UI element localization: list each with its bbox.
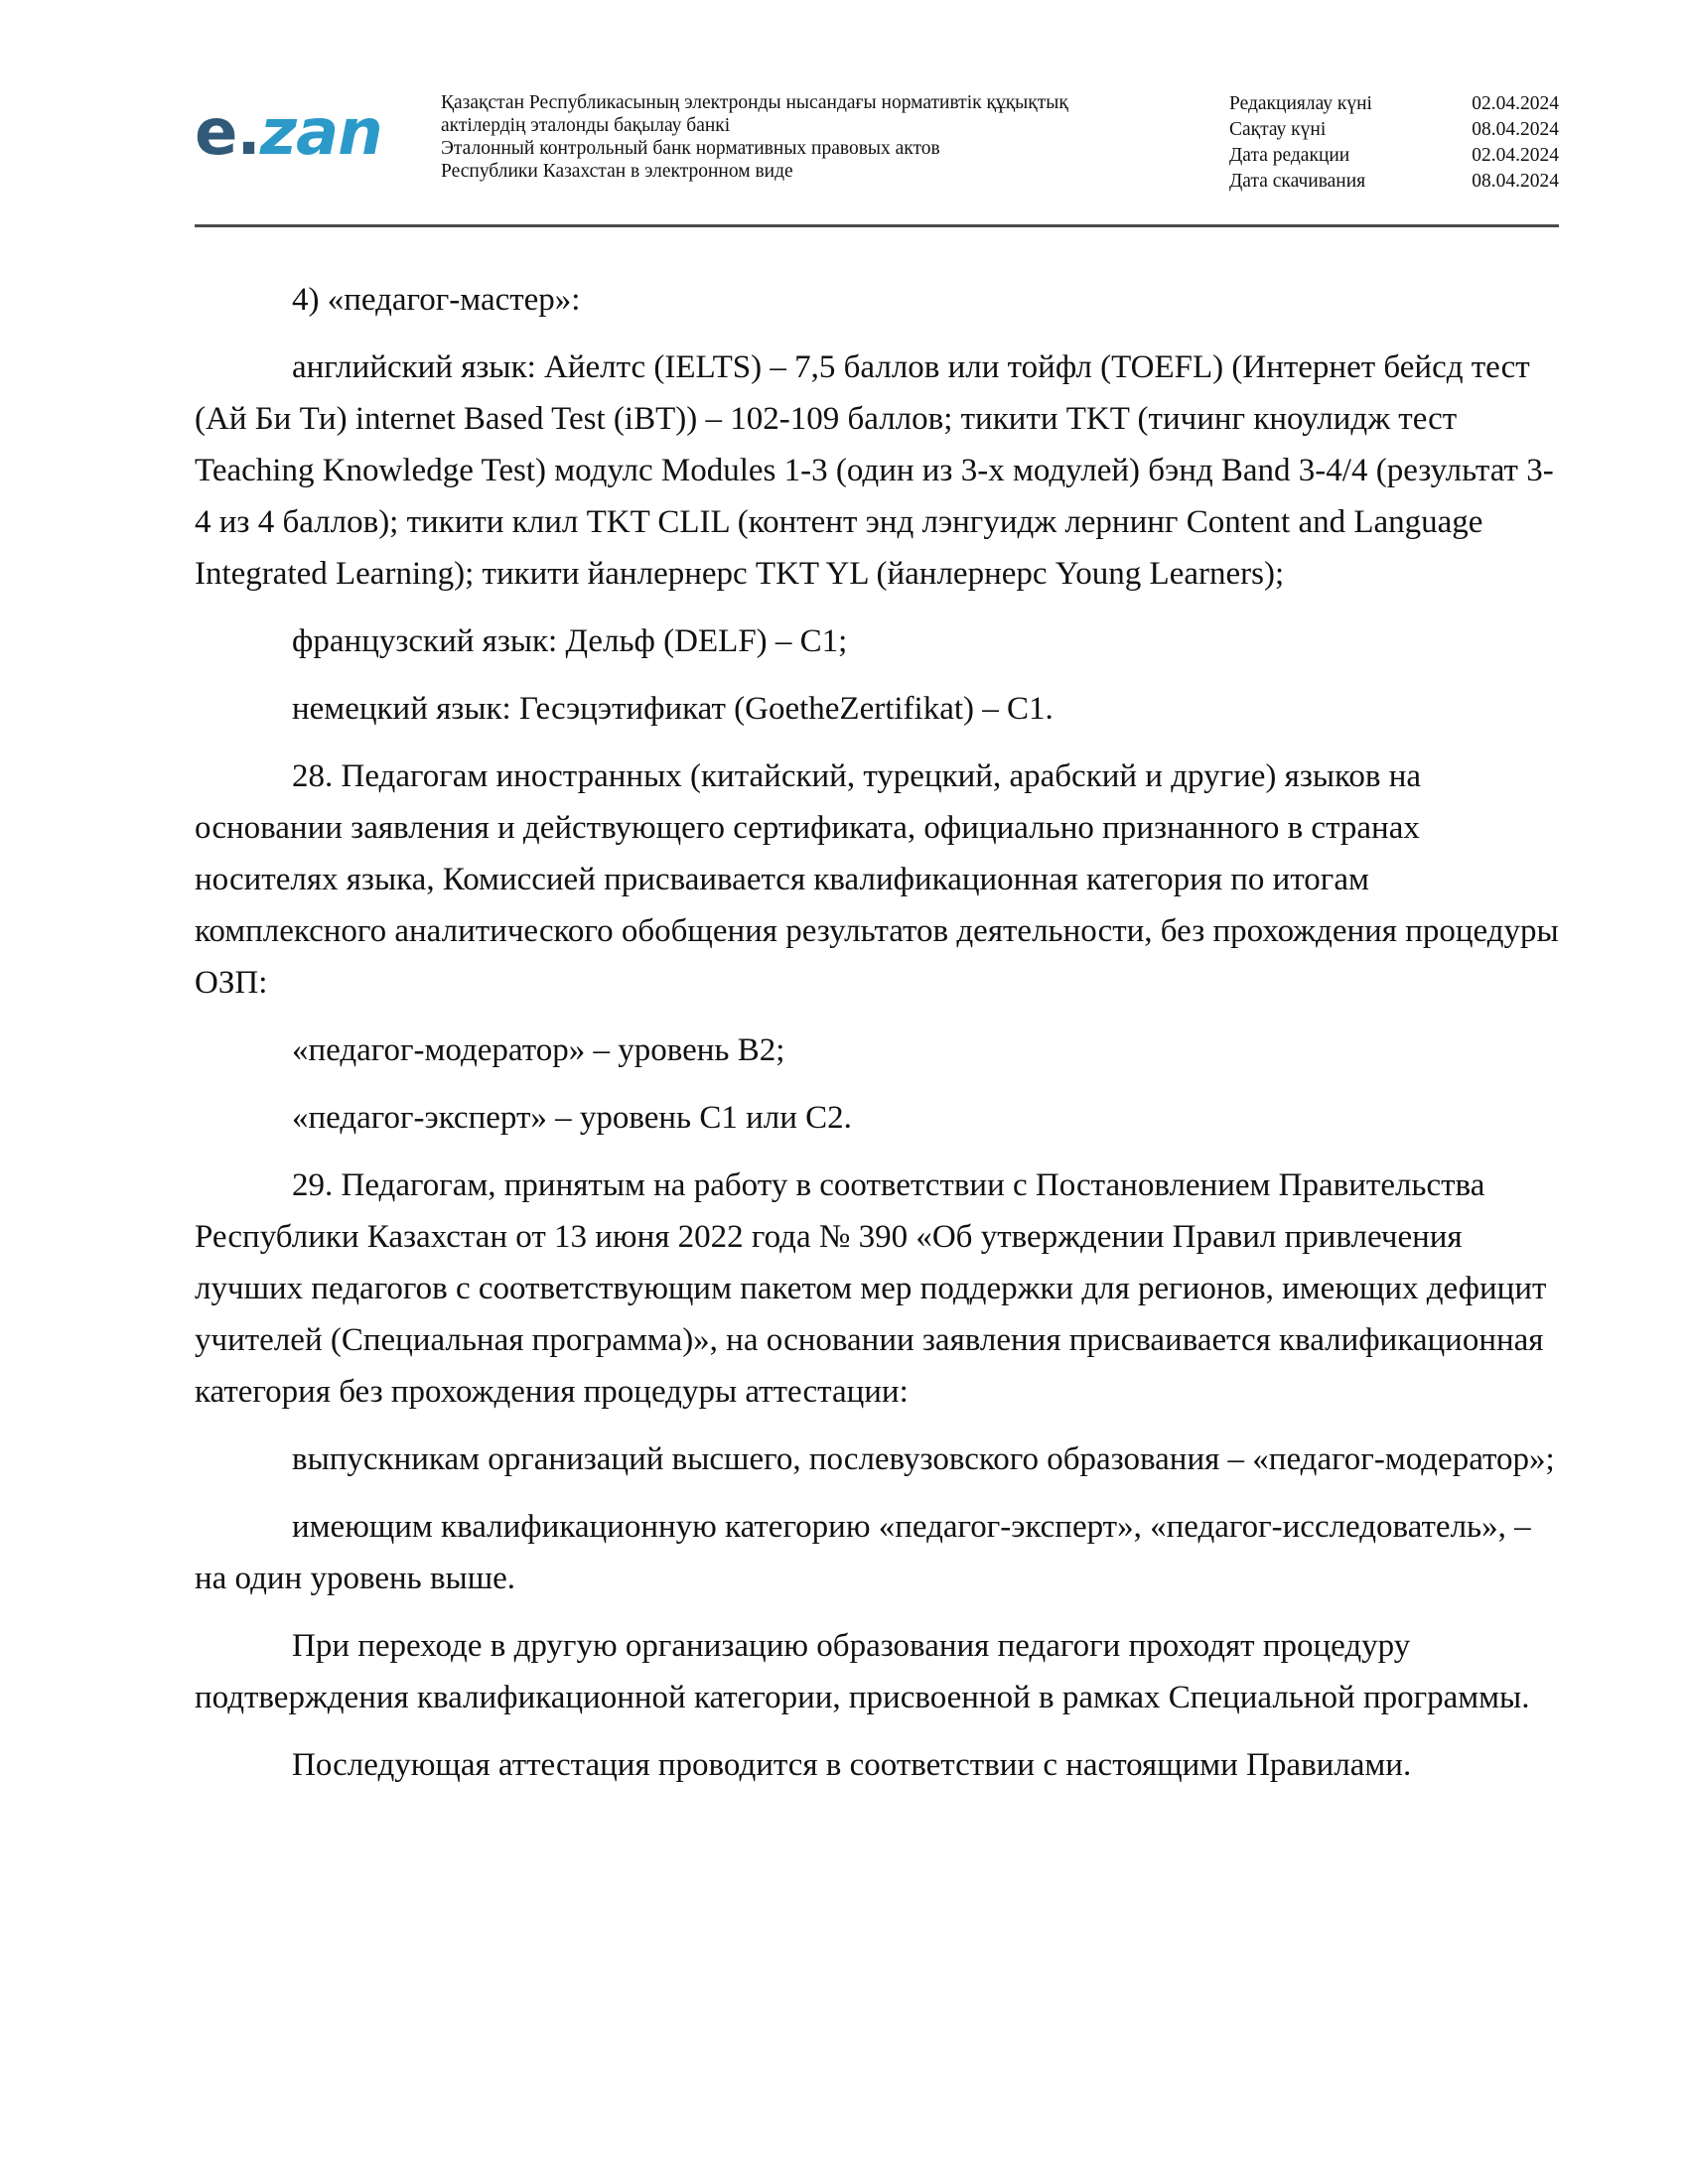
document-body bbox=[195, 274, 1559, 1807]
paragraph-french: французский язык: Дельф (DELF) – C1; bbox=[292, 623, 848, 659]
paragraph-english: английский язык: Айелтс (IELTS) – 7,5 баллов или тойфл (TOEFL) (Интернет бейсд тест (Ай Би Ти) internet Based Test (iBT)) – 102-109 баллов; тикити TKT (тичинг кноулидж тест Teaching Knowledge Test) модулс Modules 1-3 (один из 3-х модулей) бэнд Band 3-4/4 (результат 3-4 из 4 баллов); тикити клил TKT CLIL (контент энд лэнгуидж лернинг Content and Language Integrated Learning); тикити йанлернерс TKT YL (йанлернерс Young Learners); bbox=[195, 349, 1554, 592]
paragraph-moderator-b2: «педагог-модератор» – уровень В2; bbox=[292, 1032, 785, 1068]
meta-label: Сақтау күні bbox=[1229, 119, 1327, 140]
logo-e: e bbox=[195, 96, 237, 170]
bank-line-kz-2: актілердің эталонды бақылау банкі bbox=[441, 115, 731, 136]
paragraph-category-holders: имеющим квалификационную категорию «педагог-эксперт», «педагог-исследователь», – на один уровень выше. bbox=[195, 1509, 1531, 1596]
meta-value: 02.04.2024 bbox=[1472, 145, 1559, 166]
bank-description bbox=[441, 91, 1156, 183]
meta-label: Дата скачивания bbox=[1229, 171, 1366, 192]
meta-row-download-date-ru bbox=[1229, 169, 1559, 195]
paragraph-item-4-master: 4) «педагог-мастер»: bbox=[292, 282, 581, 318]
document-dates bbox=[1229, 91, 1559, 195]
meta-row-edit-date-ru bbox=[1229, 143, 1559, 169]
bank-line-ru-1: Эталонный контрольный банк нормативных правовых актов bbox=[441, 138, 940, 159]
logo-zan: zan bbox=[259, 96, 382, 170]
paragraph-german: немецкий язык: Гесэцэтификат (GoetheZertifikat) – C1. bbox=[292, 691, 1054, 727]
paragraph-expert-c1-c2: «педагог-эксперт» – уровень С1 или С2. bbox=[292, 1100, 852, 1136]
paragraph-clause-28: 28. Педагогам иностранных (китайский, турецкий, арабский и другие) языков на основании заявления и действующего сертификата, официально признанного в странах носителях языка, Комиссией присваивается квалификационная категория по итогам комплексного аналитического обобщения результатов деятельности, без прохождения процедуры ОЗП: bbox=[195, 758, 1559, 1001]
meta-value: 08.04.2024 bbox=[1472, 119, 1559, 140]
paragraph-transfer: При переходе в другую организацию образования педагоги проходят процедуру подтверждения квалификационной категории, присвоенной в рамках Специальной программы. bbox=[195, 1628, 1530, 1715]
header-divider bbox=[195, 224, 1559, 227]
ezan-logo bbox=[195, 96, 382, 170]
meta-value: 08.04.2024 bbox=[1472, 171, 1559, 192]
bank-line-kz-1: Қазақстан Республикасының электронды нысандағы нормативтік құқықтық bbox=[441, 92, 1068, 113]
paragraph-graduates: выпускникам организаций высшего, послевузовского образования – «педагог-модератор»; bbox=[292, 1441, 1555, 1477]
meta-row-save-date-kz bbox=[1229, 117, 1559, 143]
meta-row-edit-date-kz bbox=[1229, 91, 1559, 117]
paragraph-subsequent-attestation: Последующая аттестация проводится в соответствии с настоящими Правилами. bbox=[292, 1747, 1412, 1783]
bank-line-ru-2: Республики Казахстан в электронном виде bbox=[441, 161, 793, 182]
meta-label: Дата редакции bbox=[1229, 145, 1350, 166]
meta-label: Редакциялау күні bbox=[1229, 93, 1372, 114]
logo-dot: . bbox=[236, 96, 260, 170]
page-header bbox=[195, 87, 1559, 224]
paragraph-clause-29: 29. Педагогам, принятым на работу в соответствии с Постановлением Правительства Республики Казахстан от 13 июня 2022 года № 390 «Об утверждении Правил привлечения лучших педагогов с соответствующим пакетом мер поддержки для регионов, имеющих дефицит учителей (Специальная программа)», на основании заявления присваивается квалификационная категория без прохождения процедуры аттестации: bbox=[195, 1167, 1547, 1410]
meta-value: 02.04.2024 bbox=[1472, 93, 1559, 114]
